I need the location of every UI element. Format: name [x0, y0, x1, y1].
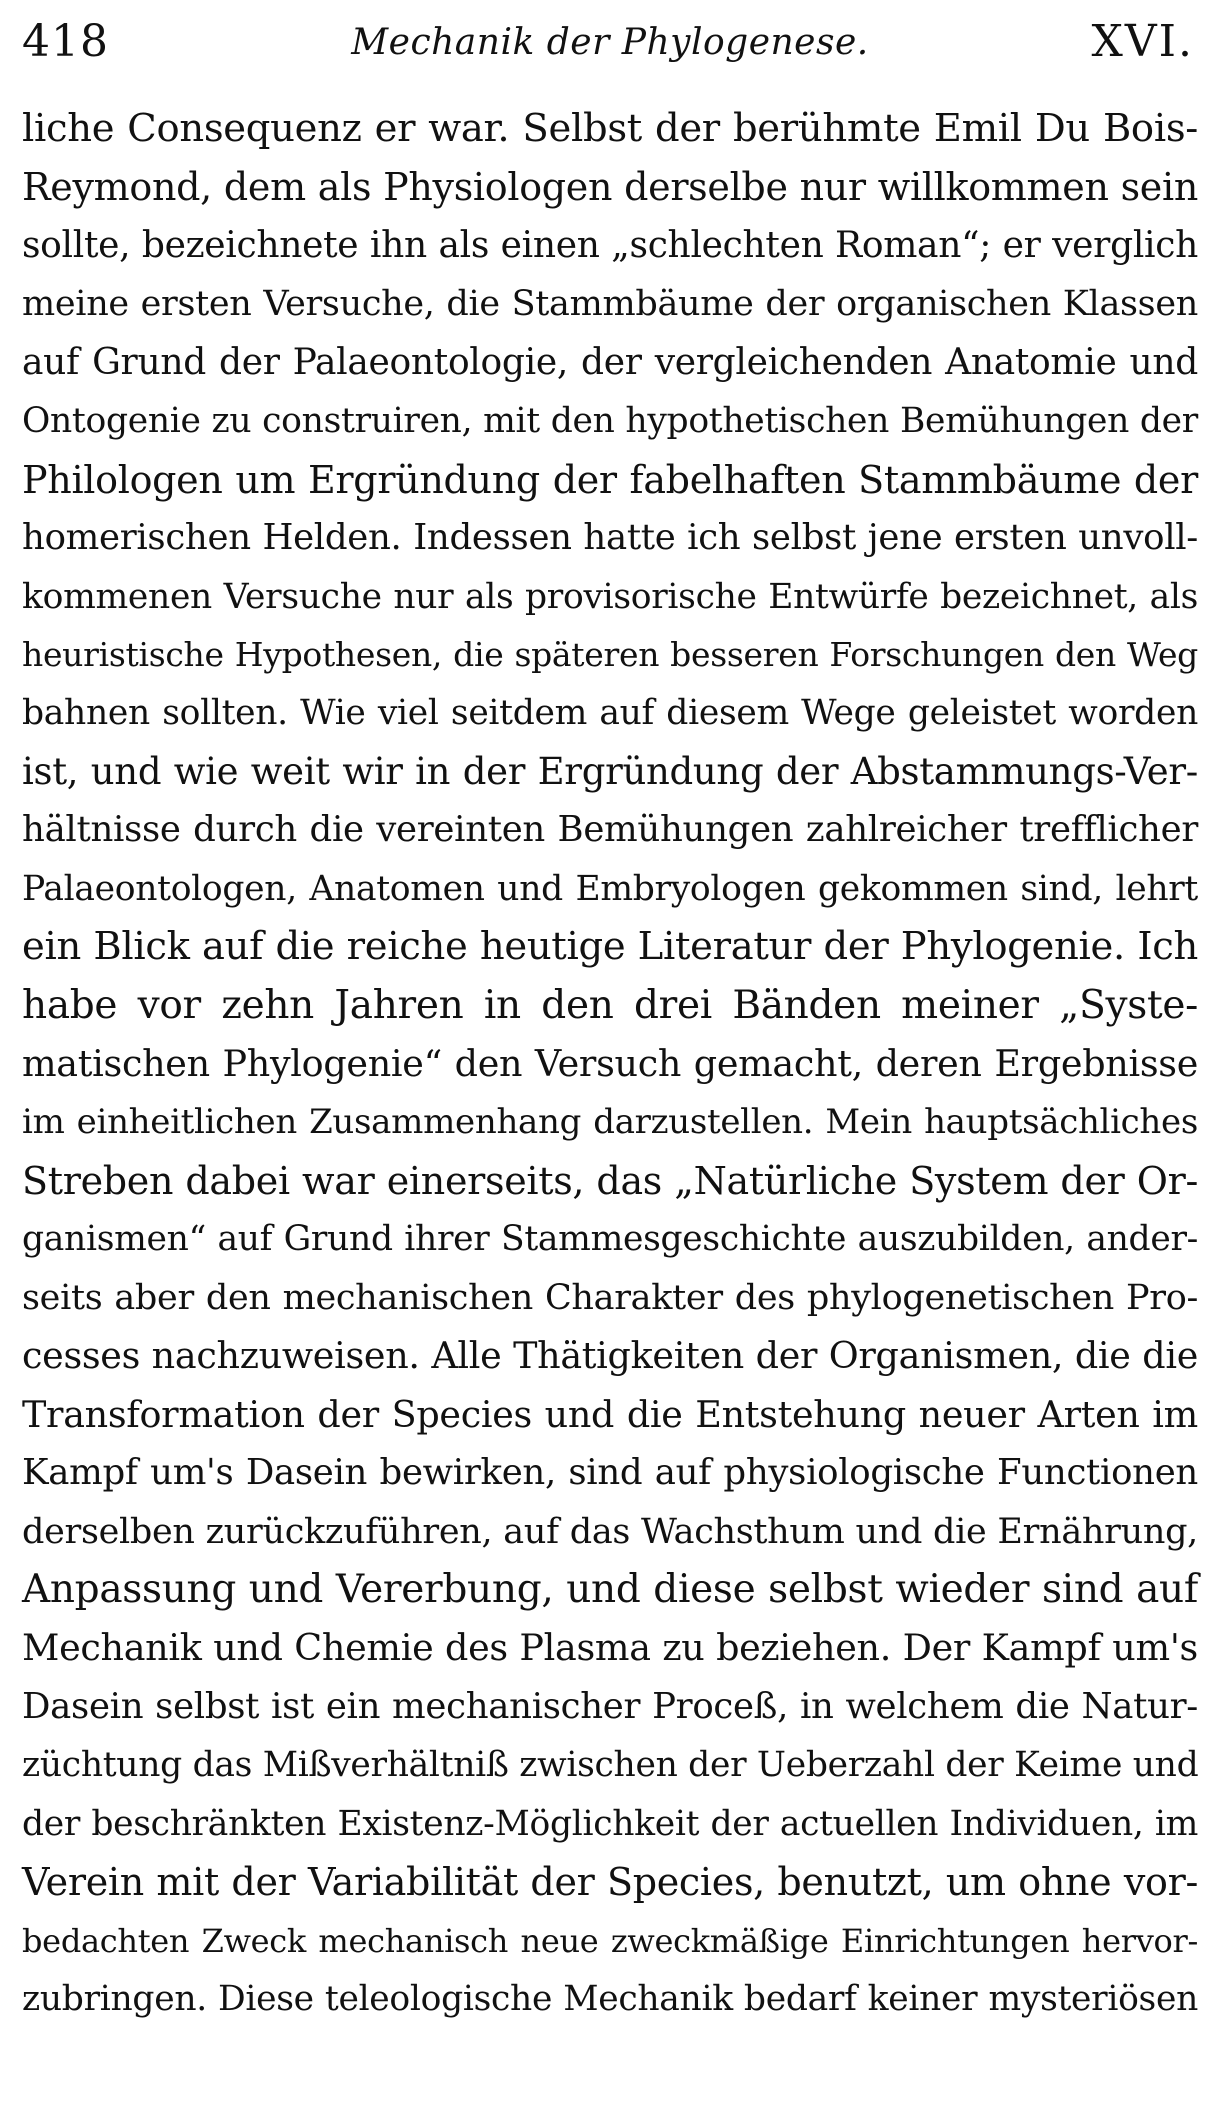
text-line: Verein mit der Variabilität der Species, benutzt, um ohne vor- [22, 1860, 1198, 1905]
text-line: Anpassung und Vererbung, und diese selbst wieder sind auf [22, 1566, 1198, 1612]
text-line: derselben zurückzuführen, auf das Wachsthum und die Ernährung, [22, 1511, 1198, 1552]
text-line: Ontogenie zu construiren, mit den hypothetischen Bemühungen der [22, 401, 1198, 442]
text-line: ist, und wie weit wir in der Ergründung der Abstammungs-Ver- [22, 749, 1198, 793]
text-line: im einheitlichen Zusammenhang darzustellen. Mein hauptsächliches [22, 1102, 1198, 1143]
text-line: zubringen. Diese teleologische Mechanik bedarf keiner mysteriösen [22, 1979, 1198, 2019]
text-line: Mechanik und Chemie des Plasma zu beziehen. Der Kampf um's [22, 1626, 1198, 1670]
text-line: züchtung das Mißverhältniß zwischen der Ueberzahl der Keime und [22, 1745, 1199, 1786]
text-line: der beschränkten Existenz-Möglichkeit der actuellen Individuen, im [22, 1803, 1198, 1844]
text-line: habe vor zehn Jahren in den drei Bänden meiner „Syste- [22, 982, 1198, 1028]
text-line: sollte, bezeichnete ihn als einen „schlechten Roman“; er verglich [22, 224, 1198, 266]
text-line: homerischen Helden. Indessen hatte ich selbst jene ersten unvoll- [22, 517, 1198, 559]
running-head [22, 10, 1198, 72]
text-line: Transformation der Species und die Entstehung neuer Arten im [22, 1392, 1198, 1436]
text-line: matischen Phylogenie“ den Versuch gemacht, deren Ergebnisse [22, 1042, 1198, 1085]
text-line: Philologen um Ergründung der fabelhaften Stammbäume der [22, 457, 1198, 502]
text-line: Kampf um's Dasein bewirken, sind auf physiologische Functionen [22, 1452, 1198, 1494]
text-line: Reymond, dem als Physiologen derselbe nur willkommen sein [22, 165, 1198, 210]
chapter-number: XVI. [1091, 16, 1194, 67]
text-line: meine ersten Versuche, die Stammbäume der organischen Klassen [22, 284, 1198, 325]
running-title: Mechanik der Phylogenese. [351, 22, 869, 63]
text-line: liche Consequenz er war. Selbst der berühmte Emil Du Bois- [22, 106, 1198, 151]
text-line: seits aber den mechanischen Charakter des phylogenetischen Pro- [22, 1277, 1198, 1318]
text-line: Streben dabei war einerseits, das „Natürliche System der Or- [22, 1158, 1198, 1203]
text-line: kommenen Versuche nur als provisorische Entwürfe bezeichnet, als [22, 576, 1198, 617]
text-line: hältnisse durch die vereinten Bemühungen zahlreicher trefflicher [22, 809, 1198, 851]
text-line: ganismen“ auf Grund ihrer Stammesgeschichte auszubilden, ander- [22, 1219, 1198, 1260]
text-line: bedachten Zweck mechanisch neue zweckmäßige Einrichtungen hervor- [22, 1921, 1198, 1960]
book-page [22, 10, 1198, 2095]
text-line: bahnen sollten. Wie viel seitdem auf diesem Wege geleistet worden [22, 693, 1198, 734]
text-line: ein Blick auf die reiche heutige Literatur der Phylogenie. Ich [22, 924, 1198, 970]
text-line: auf Grund der Palaeontologie, der vergleichenden Anatomie und [22, 341, 1198, 383]
body-text [22, 100, 1198, 2028]
text-line: Palaeontologen, Anatomen und Embryologen gekommen sind, lehrt [22, 868, 1198, 909]
text-line: cesses nachzuweisen. Alle Thätigkeiten der Organismen, die die [22, 1334, 1198, 1378]
text-line: heuristische Hypothesen, die späteren besseren Forschungen den Weg [22, 634, 1198, 674]
page-number: 418 [22, 16, 109, 67]
text-line: Dasein selbst ist ein mechanischer Proceß, in welchem die Natur- [22, 1685, 1198, 1727]
